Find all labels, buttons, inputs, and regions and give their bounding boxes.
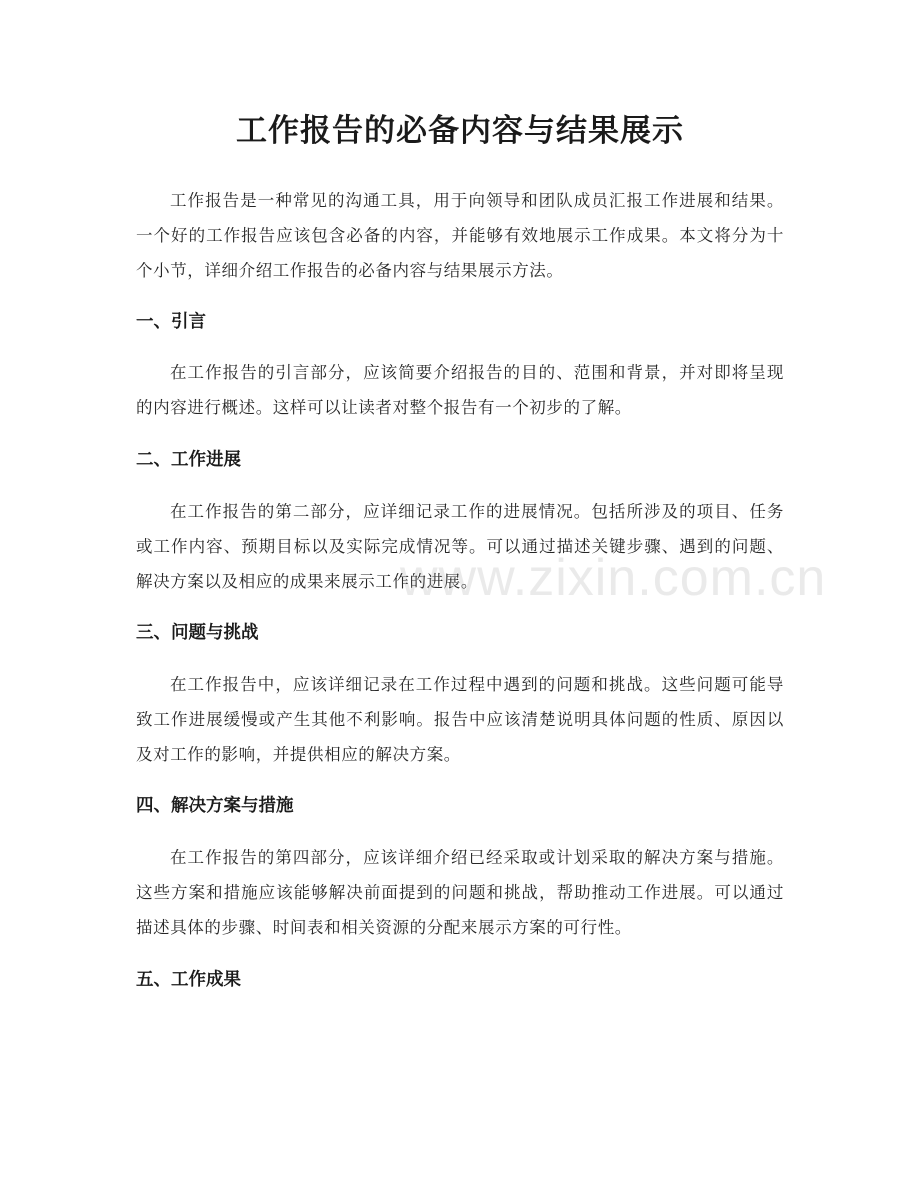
document-title: 工作报告的必备内容与结果展示 [236,113,684,149]
section-body-3: 在工作报告中，应该详细记录在工作过程中遇到的问题和挑战。这些问题可能导致工作进展缓慢或产生其他不利影响。报告中应该清楚说明具体问题的性质、原因以及对工作的影响，并提供相应的解决方案。 [136,675,784,764]
intro-paragraph: 工作报告是一种常见的沟通工具，用于向领导和团队成员汇报工作进展和结果。一个好的工作报告应该包含必备的内容，并能够有效地展示工作成果。本文将分为十个小节，详细介绍工作报告的必备内容与结果展示方法。 [136,191,784,280]
section-heading-2: 二、工作进展 [136,450,241,470]
section-heading-1: 一、引言 [136,312,206,332]
section-body-4: 在工作报告的第四部分，应该详细介绍已经采取或计划采取的解决方案与措施。这些方案和措施应该能够解决前面提到的问题和挑战，帮助推动工作进展。可以通过描述具体的步骤、时间表和相关资源的分配来展示方案的可行性。 [136,848,784,937]
watermark-text: www.zixin.com.cn [400,549,827,607]
section-heading-3: 三、问题与挑战 [136,623,259,643]
section-heading-4: 四、解决方案与措施 [136,796,294,816]
section-heading-5: 五、工作成果 [136,970,241,990]
section-body-2: 在工作报告的第二部分，应详细记录工作的进展情况。包括所涉及的项目、任务或工作内容、预期目标以及实际完成情况等。可以通过描述关键步骤、遇到的问题、解决方案以及相应的成果来展示工作的进展。 [136,502,784,591]
section-body-1: 在工作报告的引言部分，应该简要介绍报告的目的、范围和背景，并对即将呈现的内容进行概述。这样可以让读者对整个报告有一个初步的了解。 [136,363,784,417]
